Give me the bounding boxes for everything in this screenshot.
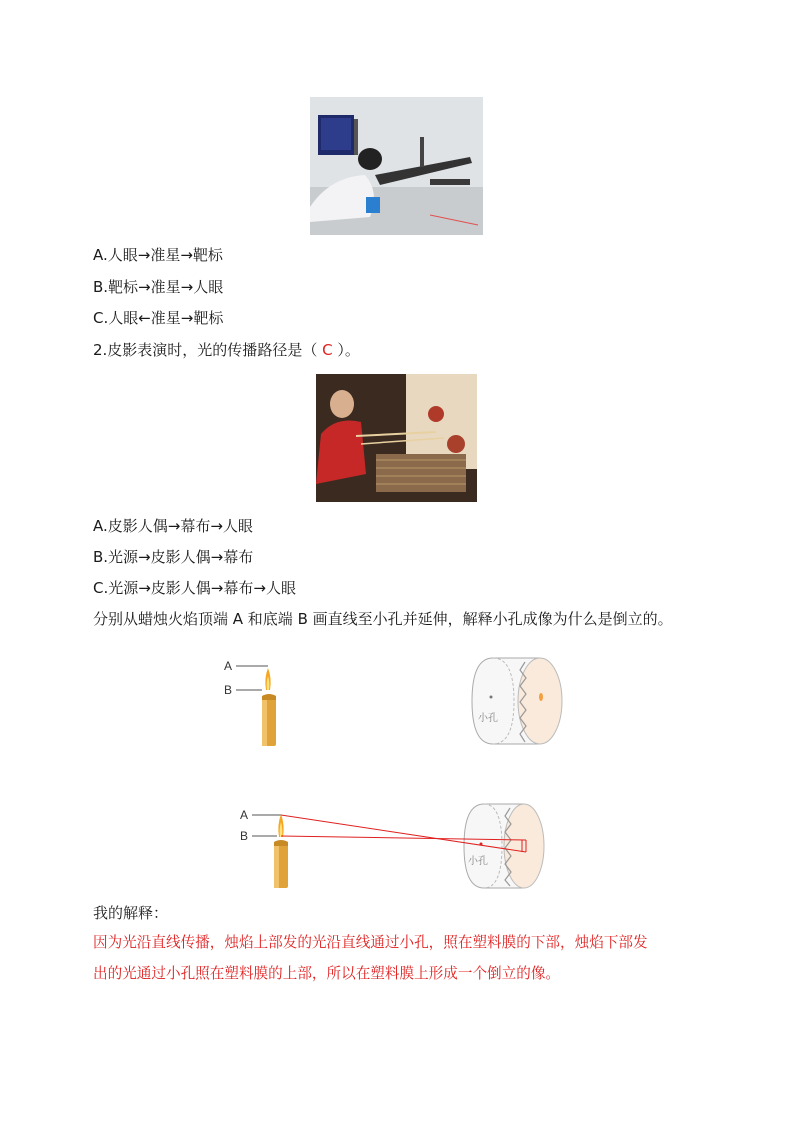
q2-answer: C bbox=[322, 341, 333, 359]
label-a: A bbox=[224, 659, 233, 673]
shooting-photo bbox=[310, 97, 483, 235]
q2-option-a: A.皮影人偶→幕布→人眼 bbox=[93, 517, 253, 535]
shadow-puppet-photo bbox=[316, 374, 477, 502]
pinhole-label-rays: 小孔 bbox=[468, 856, 488, 867]
q1-option-a: A.人眼→准星→靶标 bbox=[93, 246, 223, 264]
explanation-line-2: 出的光通过小孔照在塑料膜的上部，所以在塑料膜上形成一个倒立的像。 bbox=[93, 965, 561, 982]
q2-option-b: B.光源→皮影人偶→幕布 bbox=[93, 548, 254, 566]
q2-option-c: C.光源→皮影人偶→幕布→人眼 bbox=[93, 579, 296, 597]
explanation-line-1: 因为光沿直线传播，烛焰上部发的光沿直线通过小孔，照在塑料膜的下部，烛焰下部发 bbox=[93, 934, 648, 951]
candle-figure-rays bbox=[236, 800, 566, 895]
q2-question-prefix: 2.皮影表演时，光的传播路径是（ bbox=[93, 341, 323, 359]
label-b: B bbox=[224, 683, 233, 697]
label-b-rays: B bbox=[240, 829, 249, 843]
q1-option-c: C.人眼←准星→靶标 bbox=[93, 309, 224, 327]
pinhole-label-top: 小孔 bbox=[478, 713, 498, 724]
q1-option-b: B.靶标→准星→人眼 bbox=[93, 278, 224, 296]
q2-question-suffix: ）。 bbox=[332, 341, 360, 359]
q3-prompt: 分别从蜡烛火焰顶端 A 和底端 B 画直线至小孔并延伸，解释小孔成像为什么是倒立的。 bbox=[93, 610, 673, 628]
explanation-title: 我的解释： bbox=[93, 904, 169, 922]
q2-question bbox=[93, 340, 360, 360]
label-a-rays: A bbox=[240, 808, 249, 822]
candle-figure-top bbox=[210, 650, 580, 760]
